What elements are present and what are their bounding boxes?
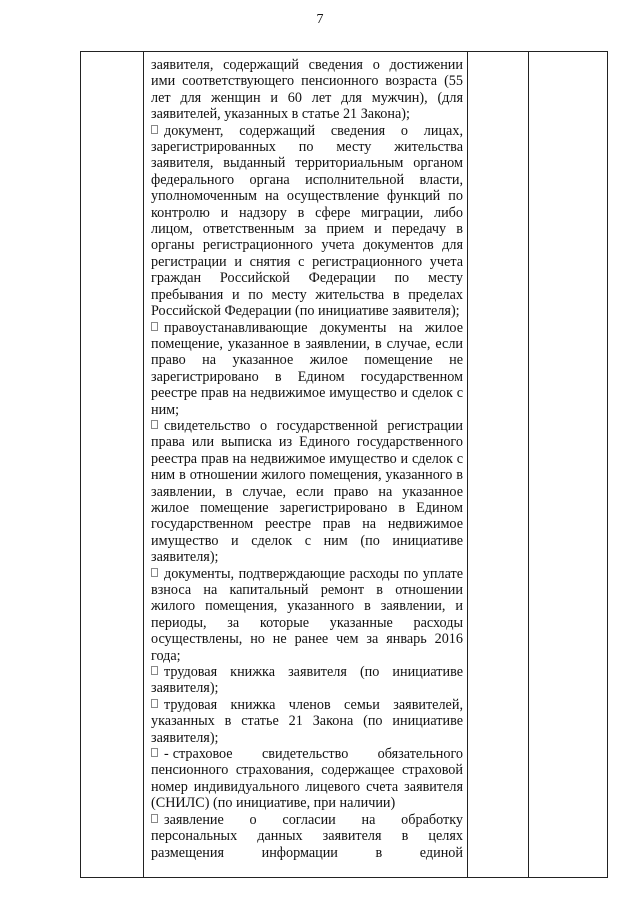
checkbox-icon [151,420,158,429]
column-divider [467,52,468,877]
document-list-item [151,320,463,418]
checkbox-icon [151,125,158,134]
column-divider [143,52,144,877]
item-text: правоустанавливающие документы на жилое помещение, указанное в заявлении, в случае, если право на указанное жилое помещение не зарегистрировано в Едином государственном реестре прав на недвижимое имущество и сделок с ним; [151,319,463,418]
page-number: 7 [316,12,324,27]
documents-list-cell [151,57,463,861]
document-list-item [151,812,463,861]
item-text: страховое свидетельство обязательного пенсионного страхования, содержащее страховой номер индивидуального лицевого счета заявителя (СНИЛС) (по инициативе, при наличии) [151,746,463,812]
document-list-item [151,746,463,812]
item-text: документ, содержащий сведения о лицах, зарегистрированных по месту жительства заявителя, выданный территориальным органом федерального органа исполнительной власти, уполномоченным на осуществление функций по контролю и надзору в сфере миграции, либо лицом, ответственным за прием и передачу в органы регистрационного учета документов для регистрации и снятия с регистрационного учета граждан Российской Федерации по месту пребывания и по месту жительства в пределах Российской Федерации (по инициативе заявителя); [151,122,463,320]
item-text: заявление о согласии на обработку персональных данных заявителя в целях размещения информации в единой [151,811,463,861]
checkbox-icon [151,699,158,708]
checkbox-icon [151,322,158,331]
item-text: трудовая книжка членов семьи заявителей, указанных в статье 21 Закона (по инициативе заявителя); [151,696,463,746]
checkbox-icon [151,666,158,675]
document-list-item [151,566,463,664]
item-text: трудовая книжка заявителя (по инициативе заявителя); [151,664,463,697]
document-list-item [151,57,463,123]
document-list-item [151,664,463,697]
item-text: заявителя, содержащий сведения о достижении ими соответствующего пенсионного возраста (55 лет для женщин и 60 лет для мужчин), (для заявителей, указанных в статье 21 Закона); [151,57,463,123]
item-dash: - [164,746,169,763]
checkbox-icon [151,814,158,823]
item-text: документы, подтверждающие расходы по уплате взноса на капитальный ремонт в отношении жилого помещения, указанного в заявлении, и периоды, за которые указанные расходы осуществлены, но не ранее чем за январь 2016 года; [151,565,463,664]
document-table [80,51,608,878]
column-divider [528,52,529,877]
document-list-item [151,123,463,320]
document-list-item [151,697,463,746]
item-text: свидетельство о государственной регистрации права или выписка из Единого государственного реестра прав на недвижимое имущество и сделок с ним в отношении жилого помещения, указанного в заявлении, в случае, если право на указанное жилое помещение зарегистрировано в Едином государственном реестре прав на недвижимое имущество и сделок с ним (по инициативе заявителя); [151,417,463,566]
checkbox-icon [151,568,158,577]
checkbox-icon [151,748,158,757]
document-list-item [151,418,463,566]
